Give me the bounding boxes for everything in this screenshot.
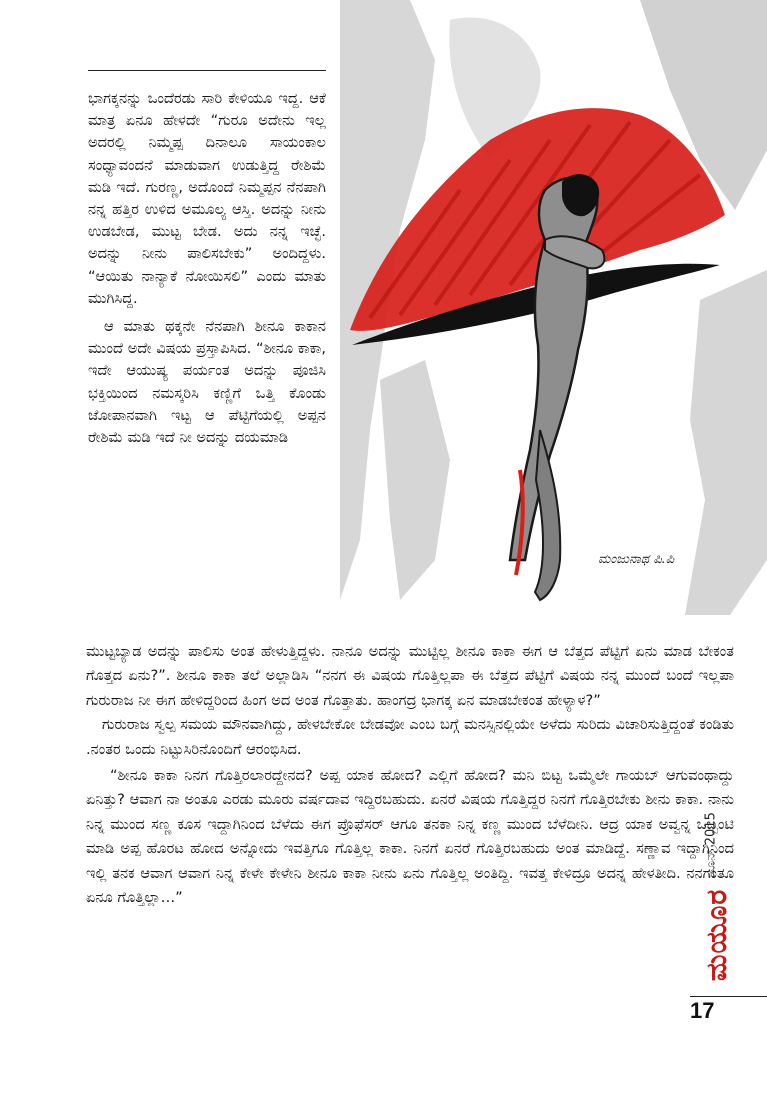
bg-leg-left	[380, 360, 450, 600]
bg-figure-right-low	[685, 270, 767, 615]
page-number-rule	[690, 996, 767, 997]
paragraph-4: “ಶೀನೂ ಕಾಕಾ ನಿನಗ ಗೊತ್ತಿರಲಾರದ್ದೇನದ? ಅಪ್ಪ ಯಾಕ ಹೋದ? ಎಲ್ಲಿಗೆ ಹೋದ? ಮನಿ ಬಿಟ್ಟ ಒಮ್ಮೆಲೇ ಗಾಯಬ್ ಆಗುವಂಥಾದ್ದು ಏನಿತ್ತು? ಆವಾಗ ನಾ ಅಂತೂ ಎರಡು ಮೂರು ವರ್ಷದಾವ ಇದ್ದಿರಬಹುದು. ಏನರೆ ವಿಷಯ ಗೊತ್ತಿದ್ದರ ನಿನಗೆ ಗೊತ್ತಿರಬೇಕು ಶೀನು ಕಾಕಾ. ನಾನು ನಿನ್ನ ಮುಂದ ಸಣ್ಣ ಕೂಸ ಇದ್ದಾಗಿನಿಂದ ಬೆಳೆದು ಈಗ ಪ್ರೊಫೆಸರ್ ಆಗೂ ತನಕಾ ನಿನ್ನ ಕಣ್ಣ ಮುಂದ ಬೆಳೆದೀನಿ. ಆದ್ರ ಯಾಕ ಅವ್ವನ್ನ ಒಬ್ಬಂಟಿ ಮಾಡಿ ಅಪ್ಪ ಹೊರಟ ಹೋದ ಅನ್ನೋದು ಇವತ್ತಿಗೂ ಗೊತ್ತಿಲ್ಲ ಕಾಕಾ. ನಿನಗೆ ಏನರೆ ಗೊತ್ತಿರಬಹುದು ಅಂತ ಮಾಡಿದ್ದೆ. ಸಣ್ಣಾವ ಇದ್ದಾಗಿನಿಂದ ಇಲ್ಲಿ ತನಕ ಆವಾಗ ಆವಾಗ ನಿನ್ನ ಕೇಳೇ ಕೇಳೇನಿ ಶೀನೂ ಕಾಕಾ ನೀನು ಏನು ಗೊತ್ತಿಲ್ಲ ಅಂತಿದ್ದಿ. ಇವತ್ತ ಕೇಳಿದ್ರೂ ಅದನ್ನ ಹೇಳತೀದಿ. ನನಗಂತೂ ಏನೂ ಗೊತ್ತಿಲ್ಲಾ…”	[86, 767, 734, 907]
wide-text-block	[86, 640, 734, 910]
paragraph-3: ಗುರುರಾಜ ಸ್ವಲ್ಪ ಸಮಯ ಮೌನವಾಗಿದ್ದು, ಹೇಳಬೇಕೋ ಬೇಡವೋ ಎಂಬ ಬಗ್ಗೆ ಮನಸ್ಸಿನಲ್ಲಿಯೇ ಅಳೆದು ಸುರಿದು ವಿಚಾರಿಸುತ್ತಿದ್ದಂತೆ ಕಂಡಿತು .ನಂತರ ಒಂದು ನಿಟ್ಟುಸಿರಿನೊಂದಿಗೆ ಆರಂಭಿಸಿದ.	[86, 716, 734, 758]
masthead	[700, 880, 734, 990]
paragraph-narrow-2: ಆ ಮಾತು ಥಕ್ಕನೇ ನೆನಪಾಗಿ ಶೀನೂ ಕಾಕಾನ ಮುಂದೆ ಅದೇ ವಿಷಯ ಪ್ರಸ್ತಾಪಿಸಿದ. “ಶೀನೂ ಕಾಕಾ, ಇದೇ ಆಯುಷ್ಯ ಪರ್ಯಂತ ಅದನ್ನು ಪೂಜಿಸಿ ಭಕ್ತಿಯಿಂದ ನಮಸ್ಕರಿಸಿ ಕಣ್ಣಿಗೆ ಒತ್ತಿ ಕೊಂಡು ಜೋಪಾನವಾಗಿ ಇಟ್ಟ ಆ ಪೆಟ್ಟಿಗೆಯಲ್ಲಿ ಅಪ್ಪನ ರೇಶಿಮೆ ಮಡಿ ಇದೆ ನೀ ಅದನ್ನು ದಯಮಾಡಿ	[88, 318, 326, 447]
story-illustration	[340, 0, 767, 615]
issue-date-text: ಜೂನ್ 2015	[703, 812, 719, 878]
issue-date	[700, 810, 722, 880]
illustration-svg	[340, 0, 767, 615]
page-number: 17	[690, 998, 715, 1023]
narrow-text-column	[88, 88, 326, 449]
figure-leg	[535, 430, 560, 600]
artist-signature: ಮಂಜುನಾಥ ಪಿ.ಪಿ	[598, 552, 675, 567]
column-top-rule	[88, 70, 326, 71]
paragraph-continued: ಮುಟ್ಟಬ್ಯಾಡ ಅದನ್ನು ಪಾಲಿಸು ಅಂತ ಹೇಳುತ್ತಿದ್ದಳು. ನಾನೂ ಅದನ್ನು ಮುಟ್ಟಿಲ್ಲ ಶೀನೂ ಕಾಕಾ ಈಗ ಆ ಬೆತ್ತದ ಪೆಟ್ಟಿಗೆ ಏನು ಮಾಡ ಬೇಕಂತ ಗೊತ್ತದ ಏನು?”. ಶೀನೂ ಕಾಕಾ ತಲೆ ಅಲ್ಲಾಡಿಸಿ “ನನಗ ಈ ವಿಷಯ ಗೊತ್ತಿಲ್ಲಪಾ ಈ ಬೆತ್ತದ ಪೆಟ್ಟಿಗೆ ವಿಷಯ ನನ್ನ ಮುಂದೆ ಬಂದೆ ಇಲ್ಲಪಾ ಗುರುರಾಜ ನೀ ಈಗ ಹೇಳಿದ್ದರಿಂದ ಹಿಂಗ ಅದ ಅಂತ ಗೊತ್ತಾತು. ಹಾಂಗದ್ರ ಭಾಗಕ್ಕ ಏನ ಮಾಡಬೇಕಂತ ಹೇಳ್ಯಾಳ?”	[86, 643, 734, 709]
paragraph-narrow-1: ಭಾಗಕ್ಕನನ್ನು ಒಂದೆರಡು ಸಾರಿ ಕೇಳಿಯೂ ಇದ್ದ. ಆಕೆ ಮಾತ್ರ ಏನೂ ಹೇಳದೇ “ಗುರೂ ಅದೇನು ಇಲ್ಲ ಅದರಲ್ಲಿ ನಿಮ್ಮಪ್ಪ ದಿನಾಲೂ ಸಾಯಂಕಾಲ ಸಂಧ್ಯಾವಂದನೆ ಮಾಡುವಾಗ ಉಡುತ್ತಿದ್ದ ರೇಶಿಮೆ ಮಡಿ ಇದೆ. ಗುರಣ್ಣ, ಅದೊಂದೆ ನಿಮ್ಮಪ್ಪನ ನೆನಪಾಗಿ ನನ್ನ ಹತ್ತಿರ ಉಳಿದ ಅಮೂಲ್ಯ ಆಸ್ತಿ. ಅದನ್ನು ನೀನು ಉಡಬೇಡ, ಮುಟ್ಟ ಬೇಡ. ಅದು ನನ್ನ ಇಚ್ಛೆ. ಅದನ್ನು ನೀನು ಪಾಲಿಸಬೇಕು” ಅಂದಿದ್ದಳು. “ಆಯಿತು ನಾನ್ಯಾಕೆ ನೋಯಿಸಲಿ” ಎಂದು ಮಾತು ಮುಗಿಸಿದ್ದ.	[88, 90, 326, 307]
masthead-logo: ಮಯೂರ	[700, 888, 733, 982]
